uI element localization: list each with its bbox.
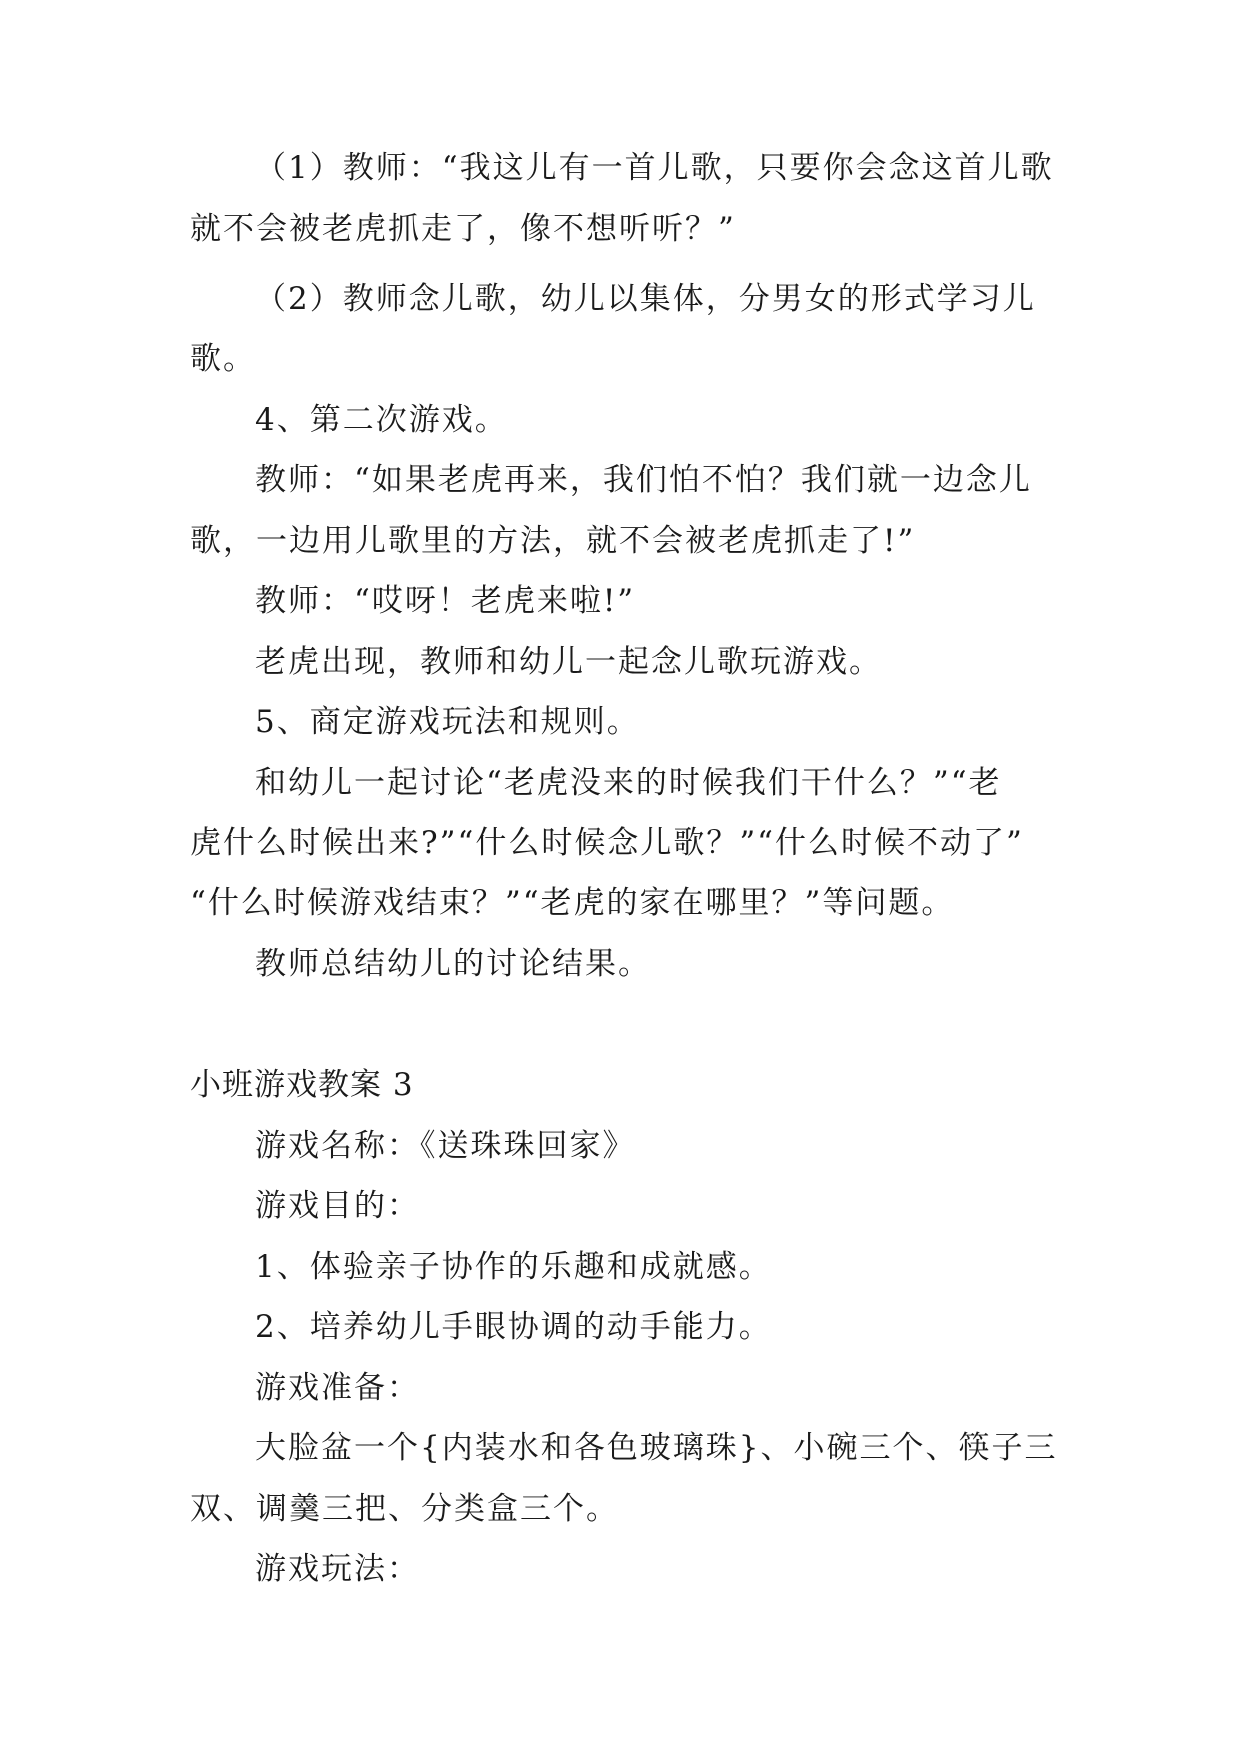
section-heading: 小班游戏教案 3 bbox=[190, 1067, 414, 1103]
paragraph-line: 教师：“如果老虎再来，我们怕不怕？我们就一边念儿 bbox=[255, 462, 1032, 498]
paragraph-line: 双、调羹三把、分类盒三个。 bbox=[190, 1491, 619, 1527]
paragraph-line: 大脸盆一个{内装水和各色玻璃珠}、小碗三个、筷子三 bbox=[255, 1430, 1058, 1466]
paragraph-line: 游戏准备： bbox=[255, 1370, 420, 1406]
paragraph-line: 游戏目的： bbox=[255, 1188, 420, 1224]
paragraph-line: 教师总结幼儿的讨论结果。 bbox=[255, 946, 651, 982]
paragraph-line: 歌，一边用儿歌里的方法，就不会被老虎抓走了!” bbox=[190, 523, 916, 559]
paragraph-line: 歌。 bbox=[190, 341, 256, 377]
paragraph-line: “什么时候游戏结束？”“老虎的家在哪里？”等问题。 bbox=[190, 885, 955, 921]
paragraph-line: 5、商定游戏玩法和规则。 bbox=[255, 704, 640, 740]
paragraph-line: 2、培养幼儿手眼协调的动手能力。 bbox=[255, 1309, 772, 1345]
paragraph-line: 4、第二次游戏。 bbox=[255, 402, 508, 438]
paragraph-line: 游戏玩法： bbox=[255, 1551, 420, 1587]
paragraph-line: 就不会被老虎抓走了，像不想听听？” bbox=[190, 211, 736, 247]
paragraph-line: 虎什么时候出来?”“什么时候念儿歌？”“什么时候不动了” bbox=[190, 825, 1024, 861]
paragraph-line: （2）教师念儿歌，幼儿以集体，分男女的形式学习儿 bbox=[255, 281, 1036, 317]
paragraph-line: 和幼儿一起讨论“老虎没来的时候我们干什么？”“老 bbox=[255, 765, 1002, 801]
paragraph-line: 老虎出现，教师和幼儿一起念儿歌玩游戏。 bbox=[255, 644, 882, 680]
paragraph-line: 游戏名称：《送珠珠回家》 bbox=[255, 1128, 636, 1164]
paragraph-line: 1、体验亲子协作的乐趣和成就感。 bbox=[255, 1249, 772, 1285]
paragraph-line: 教师：“哎呀！老虎来啦!” bbox=[255, 583, 636, 619]
paragraph-line: （1）教师：“我这儿有一首儿歌，只要你会念这首儿歌 bbox=[255, 150, 1054, 186]
